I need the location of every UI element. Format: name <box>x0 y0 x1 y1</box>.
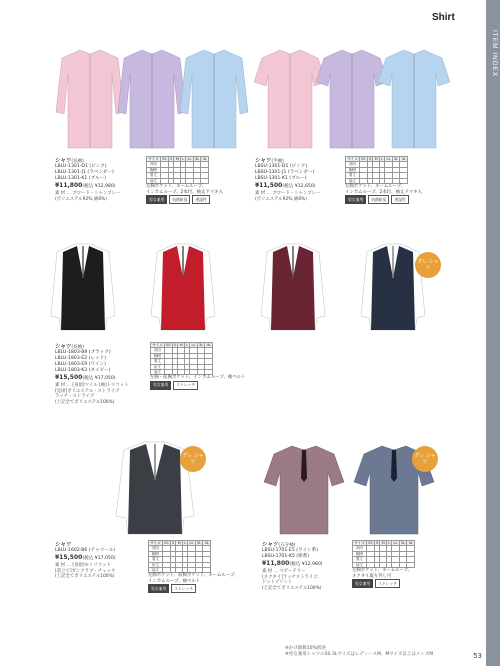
material: 素 材 … ベビーテリー <box>262 569 306 574</box>
product-card-5 <box>262 540 352 591</box>
badge: ストレッチ <box>173 381 198 390</box>
product-specs-5 <box>352 540 452 588</box>
size-table: サイズ SS S M L LL 3L 4L 首回 胸囲 着丈 裄丈 袖丈 <box>150 541 209 573</box>
wine-vest <box>261 244 325 330</box>
product-code: LBLU-1803-B9 (ブラック) <box>55 350 111 355</box>
material: (上記全てポリエステル100%) <box>55 399 115 405</box>
product-title: シャツ(半袖) <box>255 158 284 164</box>
color-tag: グレ シャツ <box>180 446 206 472</box>
side-label: ITEM INDEX <box>491 30 498 78</box>
badge: 男女兼用 <box>345 195 366 204</box>
short-sleeve-shirts-image <box>252 40 452 155</box>
page-title: Shirt <box>432 12 455 23</box>
features: 左胸ポケット、ネームループ、 <box>345 184 406 190</box>
badges <box>148 584 258 593</box>
product-price: ¥15,500(税込 ¥17,050) <box>55 374 116 381</box>
material: ドットプリント <box>262 580 293 585</box>
product-card-1 <box>55 156 145 202</box>
note: ※男女兼用シャツのSS-3LサイズはレディースM、Mサイズ以上はメンズM <box>285 652 434 657</box>
product-card-3 <box>55 342 145 405</box>
features: インカムループ、袖ベルト <box>148 578 201 584</box>
material: 素 材 … ブロード・シャンブレー <box>55 191 121 196</box>
material: 素 材 … [身頃]ツイル [袖]トリコット <box>55 383 129 388</box>
features: 左胸ポケット、ネームループ、 <box>146 184 207 190</box>
note: ※かけ値数10%別途 <box>285 646 326 651</box>
black-vest <box>51 244 115 330</box>
product-code: LBSU-1301-K1 (ブルー) <box>255 176 307 181</box>
product-price: ¥11,800(税込 ¥12,980) <box>262 560 323 567</box>
product-price: ¥11,500(税込 ¥12,650) <box>255 182 316 189</box>
product-code: LBLU-1602-B6 (チャコール) <box>55 548 116 553</box>
material: [見頃]ポリエステル・ストライプ <box>55 388 120 394</box>
badge: 抗菌防臭 <box>169 195 190 204</box>
material: (ポリエステル92% 綿8%) <box>55 196 107 202</box>
size-table: サイズ SS S M L LL 3L 4L 首回 胸囲 着丈 袖丈 <box>347 157 406 183</box>
product-title: シャツ(長袖) <box>55 158 84 164</box>
material: [ネクタイ]ラッチストライプ、 <box>262 574 322 580</box>
badges <box>352 579 452 588</box>
badge: ストレッチ <box>375 579 400 588</box>
color-tag: グレ シャツ <box>412 446 438 472</box>
badge: 男女兼用 <box>148 584 169 593</box>
pink-shirt <box>56 50 124 148</box>
product-code: LBSU-1701-E5 (ワイン系) <box>262 548 319 553</box>
material: [前立て]ガンクラブ・チェック <box>55 568 116 574</box>
material: ラッチ・ストライプ <box>55 394 95 399</box>
wine-shirt <box>264 446 344 534</box>
product-code: LBLU-1301-J1 (ラベンダー) <box>55 170 114 175</box>
badge: 男女兼用 <box>352 579 373 588</box>
size-table: サイズ SS S M L LL 3L 4L 首回 胸囲 着丈 袖丈 <box>354 541 413 567</box>
material: 素 材 … ブロード・シャンブレー <box>255 191 321 196</box>
product-title: シャツ <box>55 542 72 548</box>
badge: 抗菌防臭 <box>368 195 389 204</box>
features: 左胸ポケット、前胸ポケット、ネームループ、 <box>148 573 239 579</box>
color-tag: グレ シャツ <box>415 252 441 278</box>
product-title: シャツ(長袖) <box>55 344 84 350</box>
product-code: LBLU-1803-K3 (ネイビー) <box>55 368 111 373</box>
product-specs-4 <box>148 540 258 593</box>
material: (上記全てポリエステル100%) <box>55 574 115 579</box>
page-number: 53 <box>473 652 482 660</box>
badge: 男女兼用 <box>150 381 171 390</box>
product-specs-3 <box>150 342 260 390</box>
vest-ensembles-image <box>45 238 445 338</box>
material: (ポリエステル92% 綿8%) <box>255 196 307 202</box>
product-specs-2 <box>345 156 445 204</box>
material: 素 材 … [身頃]モトリコット <box>55 563 111 568</box>
product-code: LBLU-1301-K1 (ブルー) <box>55 176 106 181</box>
badge: ストレッチ <box>171 584 196 593</box>
product-price: ¥15,500(税込 ¥17,050) <box>55 554 116 561</box>
red-vest <box>151 244 215 330</box>
features: インカムループ、2本付、袖丈ドマキ入 <box>146 189 223 195</box>
material: (上記全てポリエステル100%) <box>262 585 322 591</box>
side-tab <box>486 0 500 666</box>
product-code: LBLU-1803-E2 (レッド) <box>55 356 107 361</box>
lavender-shirt <box>118 50 186 148</box>
product-code: LBLU-1301-D1 (ピンク) <box>55 164 107 169</box>
features: 左胸・前胸ポケット、インカムループ、袖ベルト <box>150 375 246 381</box>
navy-vest <box>361 244 425 330</box>
long-sleeve-shirts-image <box>52 40 252 155</box>
badges <box>150 381 260 390</box>
features: 左胸ポケット、ネームループ、 <box>352 568 413 574</box>
badges <box>345 195 445 204</box>
product-code: LBSU-1701-K5 (紺系) <box>262 554 310 559</box>
product-code: LBLU-1803-E9 (ワイン) <box>55 362 106 367</box>
product-price: ¥11,800(税込 ¥12,980) <box>55 182 116 189</box>
product-card-4 <box>55 540 145 580</box>
size-table: サイズ SS S M L LL 3L 4L 首回 胸囲 着丈 裄丈 袖丈 <box>152 343 211 375</box>
badges <box>146 195 246 204</box>
product-title: シャツ(五分袖) <box>262 542 296 548</box>
product-code: LBSU-1301-J1 (ラベンダー) <box>255 170 315 175</box>
badge: 男女兼用 <box>146 195 167 204</box>
badge: 透湿性 <box>192 195 209 204</box>
features: インカムループ、2本付、袖丈ドマキ入 <box>345 189 422 195</box>
badge: 透湿性 <box>391 195 408 204</box>
size-table: サイズ SS S M L LL 3L 4L 首回 胸囲 着丈 袖丈 <box>148 157 207 183</box>
product-specs-1 <box>146 156 246 204</box>
features: ネクタイ取り外し可 <box>352 573 392 579</box>
blue-shirt <box>180 50 248 148</box>
product-card-2 <box>255 156 345 202</box>
footer-notes <box>285 646 433 658</box>
product-code: LBSU-1301-D1 (ピンク) <box>255 164 308 169</box>
